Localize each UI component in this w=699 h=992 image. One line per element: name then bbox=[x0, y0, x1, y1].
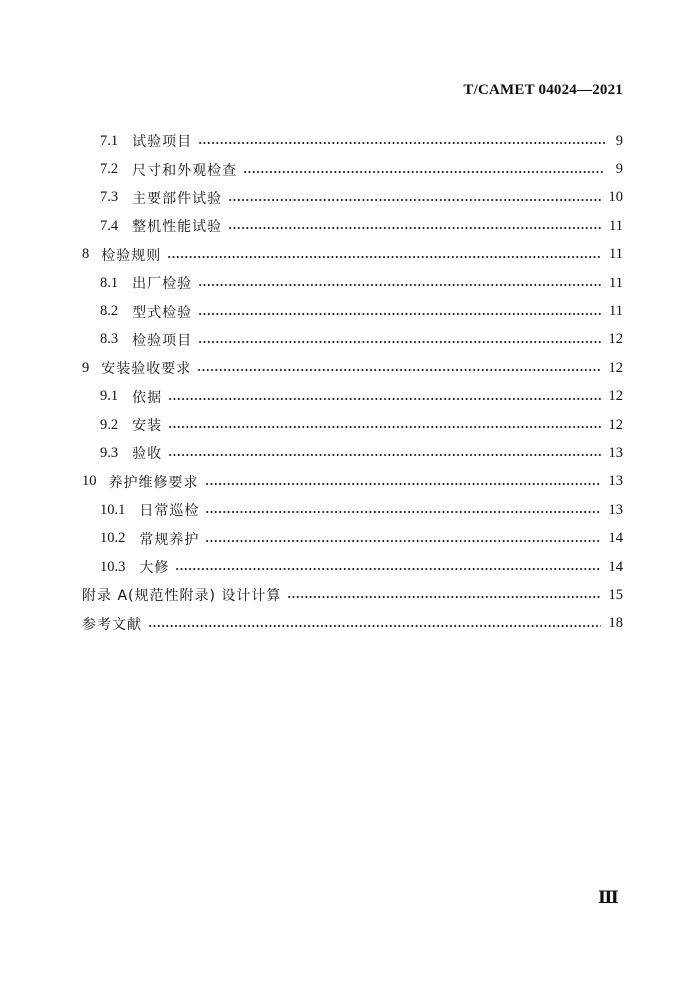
toc-entry-number: 7.2 bbox=[100, 161, 119, 178]
toc-dot-leader bbox=[228, 199, 600, 201]
toc-dot-leader bbox=[198, 313, 601, 315]
toc-entry-number: 10.2 bbox=[100, 530, 126, 547]
toc-entry-title: 检验项目 bbox=[132, 332, 193, 349]
toc-entry-title: 日常巡检 bbox=[139, 503, 200, 520]
toc-entry-page: 12 bbox=[608, 331, 623, 348]
toc-entry-title: 出厂检验 bbox=[132, 276, 193, 293]
toc-entry[interactable] bbox=[82, 354, 623, 382]
toc-entry[interactable] bbox=[82, 439, 623, 467]
standard-code: T/CAMET 04024—2021 bbox=[463, 82, 623, 98]
toc-entry[interactable] bbox=[82, 581, 623, 609]
toc-entry-page: 9 bbox=[615, 132, 623, 149]
toc-entry[interactable] bbox=[82, 610, 623, 638]
toc-dot-leader bbox=[167, 256, 601, 258]
toc-dot-leader bbox=[148, 625, 601, 627]
toc-entry-number: 8.3 bbox=[100, 331, 119, 348]
toc-entry-number: 8 bbox=[82, 246, 90, 263]
toc-dot-leader bbox=[197, 369, 600, 371]
toc-entry-number: 10 bbox=[82, 473, 97, 490]
toc-entry-page: 11 bbox=[609, 246, 623, 263]
toc-entry-page: 13 bbox=[608, 473, 623, 490]
toc-dot-leader bbox=[168, 398, 600, 400]
toc-entry-number: 9.1 bbox=[100, 388, 119, 405]
toc-entry[interactable] bbox=[82, 297, 623, 325]
toc-entry-title: 试验项目 bbox=[132, 134, 193, 151]
table-of-contents bbox=[82, 127, 623, 638]
toc-entry-page: 12 bbox=[608, 388, 623, 405]
toc-entry[interactable] bbox=[82, 496, 623, 524]
toc-entry[interactable] bbox=[82, 383, 623, 411]
toc-entry[interactable] bbox=[82, 411, 623, 439]
toc-entry-page: 10 bbox=[608, 189, 623, 206]
toc-entry[interactable] bbox=[82, 127, 623, 155]
toc-entry-page: 12 bbox=[608, 359, 623, 376]
toc-entry-number: 7.3 bbox=[100, 189, 119, 206]
toc-entry-title: 验收 bbox=[132, 446, 163, 463]
toc-dot-leader bbox=[175, 568, 600, 570]
toc-entry-title: 型式检验 bbox=[132, 304, 193, 321]
toc-entry-number: 8.1 bbox=[100, 274, 119, 291]
toc-dot-leader bbox=[168, 426, 600, 428]
toc-dot-leader bbox=[228, 227, 601, 229]
toc-entry[interactable] bbox=[82, 326, 623, 354]
toc-entry-title: 常规养护 bbox=[139, 531, 200, 548]
toc-entry[interactable] bbox=[82, 212, 623, 240]
toc-dot-leader bbox=[198, 142, 605, 144]
toc-entry[interactable] bbox=[82, 184, 623, 212]
toc-entry-page: 11 bbox=[609, 274, 623, 291]
toc-dot-leader bbox=[198, 341, 600, 343]
toc-entry-page: 14 bbox=[608, 558, 623, 575]
toc-entry-title: 尺寸和外观检查 bbox=[132, 162, 238, 179]
toc-entry-title: 主要部件试验 bbox=[132, 190, 223, 207]
toc-entry-number: 9 bbox=[82, 359, 90, 376]
toc-dot-leader bbox=[205, 511, 600, 513]
toc-dot-leader bbox=[243, 171, 605, 173]
toc-entry-number: 10.1 bbox=[100, 501, 126, 518]
toc-entry-page: 15 bbox=[608, 586, 623, 603]
toc-entry-title: 整机性能试验 bbox=[132, 219, 223, 236]
toc-entry-title: 附录 A(规范性附录) 设计计算 bbox=[82, 588, 282, 605]
toc-entry-title: 参考文献 bbox=[82, 616, 142, 633]
toc-entry[interactable] bbox=[82, 241, 623, 269]
toc-entry-page: 12 bbox=[608, 416, 623, 433]
toc-entry[interactable] bbox=[82, 553, 623, 581]
toc-entry[interactable] bbox=[82, 155, 623, 183]
toc-entry-page: 14 bbox=[608, 530, 623, 547]
toc-entry-page: 9 bbox=[615, 161, 623, 178]
toc-entry-page: 11 bbox=[609, 303, 623, 320]
toc-entry-title: 安装验收要求 bbox=[101, 361, 192, 378]
toc-dot-leader bbox=[287, 596, 600, 598]
toc-entry-number: 9.2 bbox=[100, 416, 119, 433]
toc-entry-title: 安装 bbox=[132, 418, 163, 435]
toc-entry[interactable] bbox=[82, 269, 623, 297]
toc-entry-page: 13 bbox=[608, 444, 623, 461]
toc-entry-title: 大修 bbox=[139, 560, 170, 577]
toc-entry-title: 检验规则 bbox=[101, 247, 162, 264]
toc-entry-number: 7.1 bbox=[100, 132, 119, 149]
toc-entry-page: 18 bbox=[608, 615, 623, 632]
toc-entry[interactable] bbox=[82, 468, 623, 496]
toc-entry-number: 10.3 bbox=[100, 558, 126, 575]
toc-dot-leader bbox=[198, 284, 601, 286]
toc-entry[interactable] bbox=[82, 524, 623, 552]
toc-dot-leader bbox=[205, 540, 600, 542]
page-number: Ⅲ bbox=[598, 888, 619, 907]
toc-entry-number: 8.2 bbox=[100, 303, 119, 320]
toc-entry-number: 7.4 bbox=[100, 217, 119, 234]
toc-dot-leader bbox=[205, 483, 601, 485]
toc-entry-title: 养护维修要求 bbox=[108, 474, 199, 491]
toc-entry-number: 9.3 bbox=[100, 444, 119, 461]
toc-entry-page: 11 bbox=[609, 217, 623, 234]
toc-entry-page: 13 bbox=[608, 501, 623, 518]
toc-entry-title: 依据 bbox=[132, 389, 163, 406]
toc-dot-leader bbox=[168, 454, 600, 456]
